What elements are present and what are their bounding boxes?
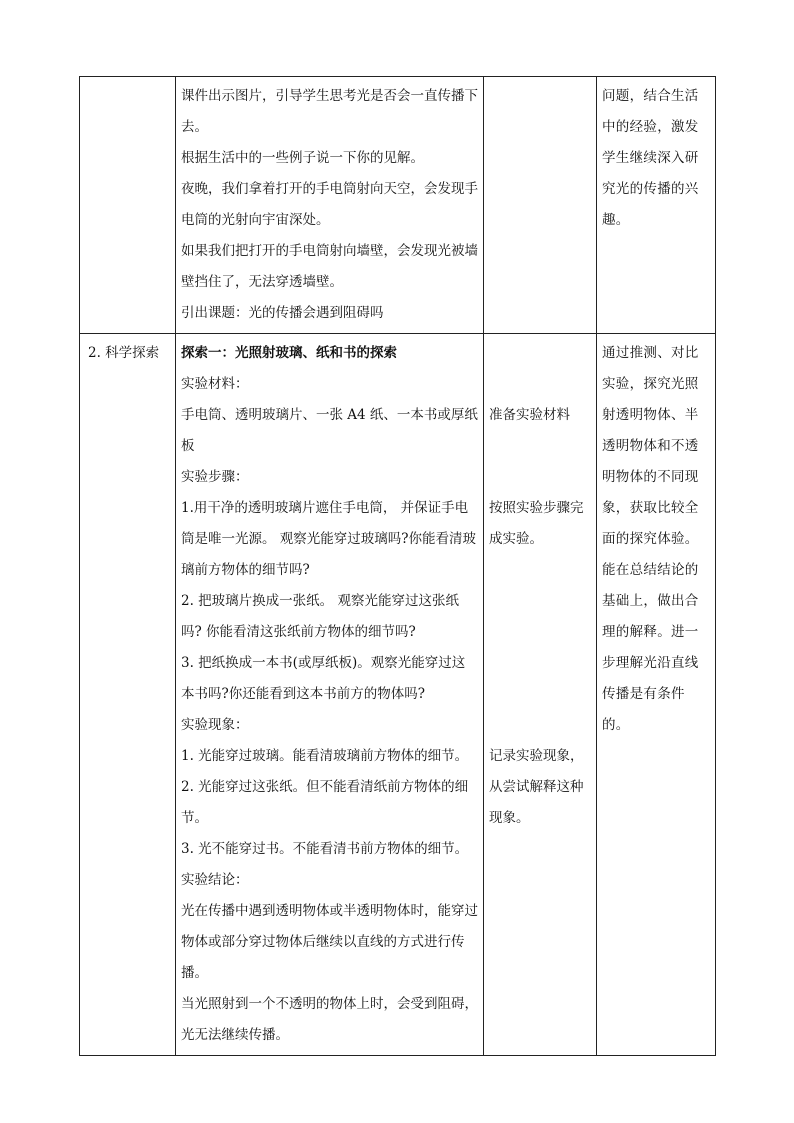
content-line: 光在传播中遇到透明物体或半透明物体时，能穿过物体或部分穿过物体后继续以直线的方式进行传播。: [181, 903, 478, 981]
student-activity: 准备实验材料: [489, 407, 570, 423]
table-row: [80, 334, 716, 1056]
content-line: 3. 把纸换成一本书(或厚纸板)。观察光能穿过这本书吗?你还能看到这本书前方的物体吗?: [181, 655, 466, 702]
stage-cell: 2. 科学探索: [80, 334, 176, 1056]
content-line: 夜晚，我们拿着打开的手电筒射向天空，会发现手电筒的光射向宇宙深处。: [181, 181, 478, 228]
section-title: 探索一：光照射玻璃、纸和书的探索: [181, 345, 397, 361]
intent-paragraph: 通过推测、对比实验，探究光照射透明物体、半透明物体和不透明物体的不同现象，获取比较全面的探究体验。: [602, 345, 699, 547]
student-activity: 按照实验步骤完成实验。: [489, 500, 584, 547]
content-line: 课件出示图片，引导学生思考光是否会一直传播下去。: [181, 88, 478, 135]
stage-cell: [80, 77, 176, 334]
content-line: 引出课题：光的传播会遇到阻碍吗: [181, 305, 384, 321]
content-line: 如果我们把打开的手电筒射向墙壁，会发现光被墙壁挡住了，无法穿透墙壁。: [181, 243, 478, 290]
content-line: 当光照射到一个不透明的物体上时，会受到阻碍，光无法继续传播。: [181, 996, 478, 1043]
content-line: 1. 光能穿过玻璃。能看清玻璃前方物体的细节。: [181, 748, 469, 764]
content-line: 1.用干净的透明玻璃片遮住手电筒， 并保证手电筒是唯一光源。 观察光能穿过玻璃吗?你能看清玻璃前方物体的细节吗?: [181, 500, 477, 578]
content-line: 实验步骤：: [181, 469, 249, 485]
table-row: [80, 77, 716, 334]
content-line: 根据生活中的一些例子说一下你的见解。: [181, 150, 424, 166]
design-intent-cell: 问题，结合生活中的经验，激发学生继续深入研究光的传播的兴趣。: [597, 77, 716, 334]
student-activity-cell: [484, 77, 597, 334]
content-line: 2. 把玻璃片换成一张纸。 观察光能穿过这张纸吗? 你能看清这张纸前方物体的细节吗?: [181, 593, 459, 640]
content-line: 实验现象：: [181, 717, 249, 733]
content-line: 3. 光不能穿过书。不能看清书前方物体的细节。: [181, 841, 469, 857]
design-intent-cell: [597, 334, 716, 1056]
content-cell: [176, 77, 484, 334]
content-line: 2. 光能穿过这张纸。但不能看清纸前方物体的细节。: [181, 779, 469, 826]
lesson-plan-table: [79, 76, 716, 1056]
student-activity-cell: [484, 334, 597, 1056]
content-line: 手电筒、透明玻璃片、一张 A4 纸、一本书或厚纸板: [181, 407, 478, 454]
content-line: 实验材料：: [181, 376, 249, 392]
content-cell: [176, 334, 484, 1056]
intent-paragraph: 能在总结结论的基础上，做出合理的解释。进一步理解光沿直线传播是有条件的。: [602, 562, 699, 733]
content-line: 实验结论：: [181, 872, 249, 888]
student-activity: 记录实验现象，从尝试解释这种现象。: [489, 748, 584, 826]
